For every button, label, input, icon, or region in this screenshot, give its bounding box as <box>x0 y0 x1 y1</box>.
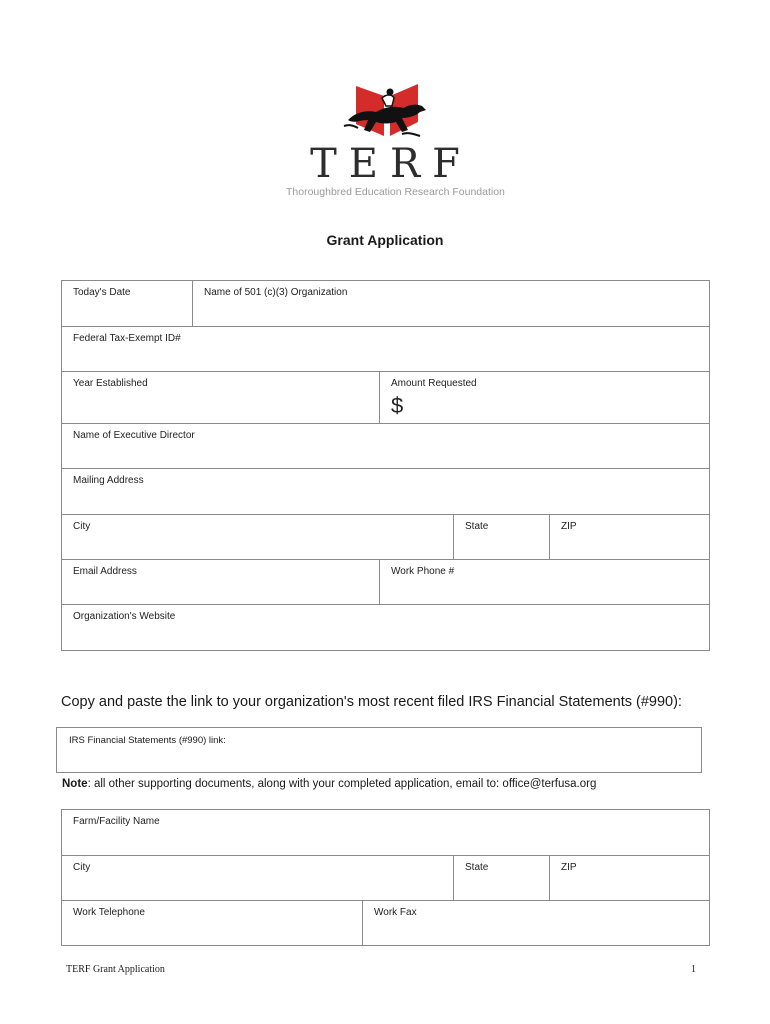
irs-link-field[interactable] <box>56 727 702 773</box>
terf-logo <box>286 76 505 202</box>
tax-id-field[interactable] <box>62 327 710 372</box>
work-telephone-label: Work Telephone <box>73 907 145 918</box>
year-established-label: Year Established <box>73 378 148 389</box>
work-phone-label: Work Phone # <box>391 566 455 577</box>
todays-date-label: Today's Date <box>73 287 131 298</box>
farm-city-field[interactable] <box>62 856 454 901</box>
logo-tagline: Thoroughbred Education Research Foundation <box>286 186 505 198</box>
work-fax-label: Work Fax <box>374 907 417 918</box>
farm-zip-field[interactable] <box>550 856 710 901</box>
tax-id-label: Federal Tax-Exempt ID# <box>73 333 181 344</box>
page-number: 1 <box>691 964 696 975</box>
zip-label: ZIP <box>561 521 577 532</box>
logo-wordmark: TERF <box>310 141 472 187</box>
exec-director-field[interactable] <box>62 424 710 469</box>
note-text: : all other supporting documents, along with your completed application, email to: office@terfusa.org <box>87 778 597 790</box>
work-telephone-field[interactable] <box>62 901 363 946</box>
farm-zip-label: ZIP <box>561 862 577 873</box>
farm-city-label: City <box>73 862 91 873</box>
city-label: City <box>73 521 91 532</box>
city-field[interactable] <box>62 515 454 560</box>
mailing-address-field[interactable] <box>62 469 710 515</box>
amount-requested-field[interactable] <box>380 372 710 424</box>
org-name-label: Name of 501 (c)(3) Organization <box>204 287 348 298</box>
farm-state-label: State <box>465 862 489 873</box>
work-fax-field[interactable] <box>363 901 710 946</box>
email-field[interactable] <box>62 560 380 605</box>
supporting-docs-note <box>62 778 596 790</box>
organization-info-table <box>61 280 710 651</box>
work-phone-field[interactable] <box>380 560 710 605</box>
irs-link-label: IRS Financial Statements (#990) link: <box>69 735 226 746</box>
mailing-address-label: Mailing Address <box>73 475 144 486</box>
facility-info-table <box>61 809 710 946</box>
irs-instruction: Copy and paste the link to your organization's most recent filed IRS Financial Statements (#990): <box>61 694 682 710</box>
website-label: Organization's Website <box>73 611 176 622</box>
dollar-sign: $ <box>391 393 404 418</box>
farm-name-label: Farm/Facility Name <box>73 816 160 827</box>
note-label: Note <box>62 778 88 790</box>
footer-title: TERF Grant Application <box>66 964 165 975</box>
state-label: State <box>465 521 489 532</box>
todays-date-field[interactable] <box>62 281 193 327</box>
book-horse-logo-icon <box>342 76 432 146</box>
zip-field[interactable] <box>550 515 710 560</box>
page-title: Grant Application <box>326 232 444 248</box>
org-name-field[interactable] <box>193 281 710 327</box>
farm-state-field[interactable] <box>454 856 550 901</box>
website-field[interactable] <box>62 605 710 651</box>
state-field[interactable] <box>454 515 550 560</box>
email-label: Email Address <box>73 566 137 577</box>
year-established-field[interactable] <box>62 372 380 424</box>
exec-director-label: Name of Executive Director <box>73 430 195 441</box>
farm-name-field[interactable] <box>62 810 710 856</box>
amount-requested-label: Amount Requested <box>391 378 477 389</box>
